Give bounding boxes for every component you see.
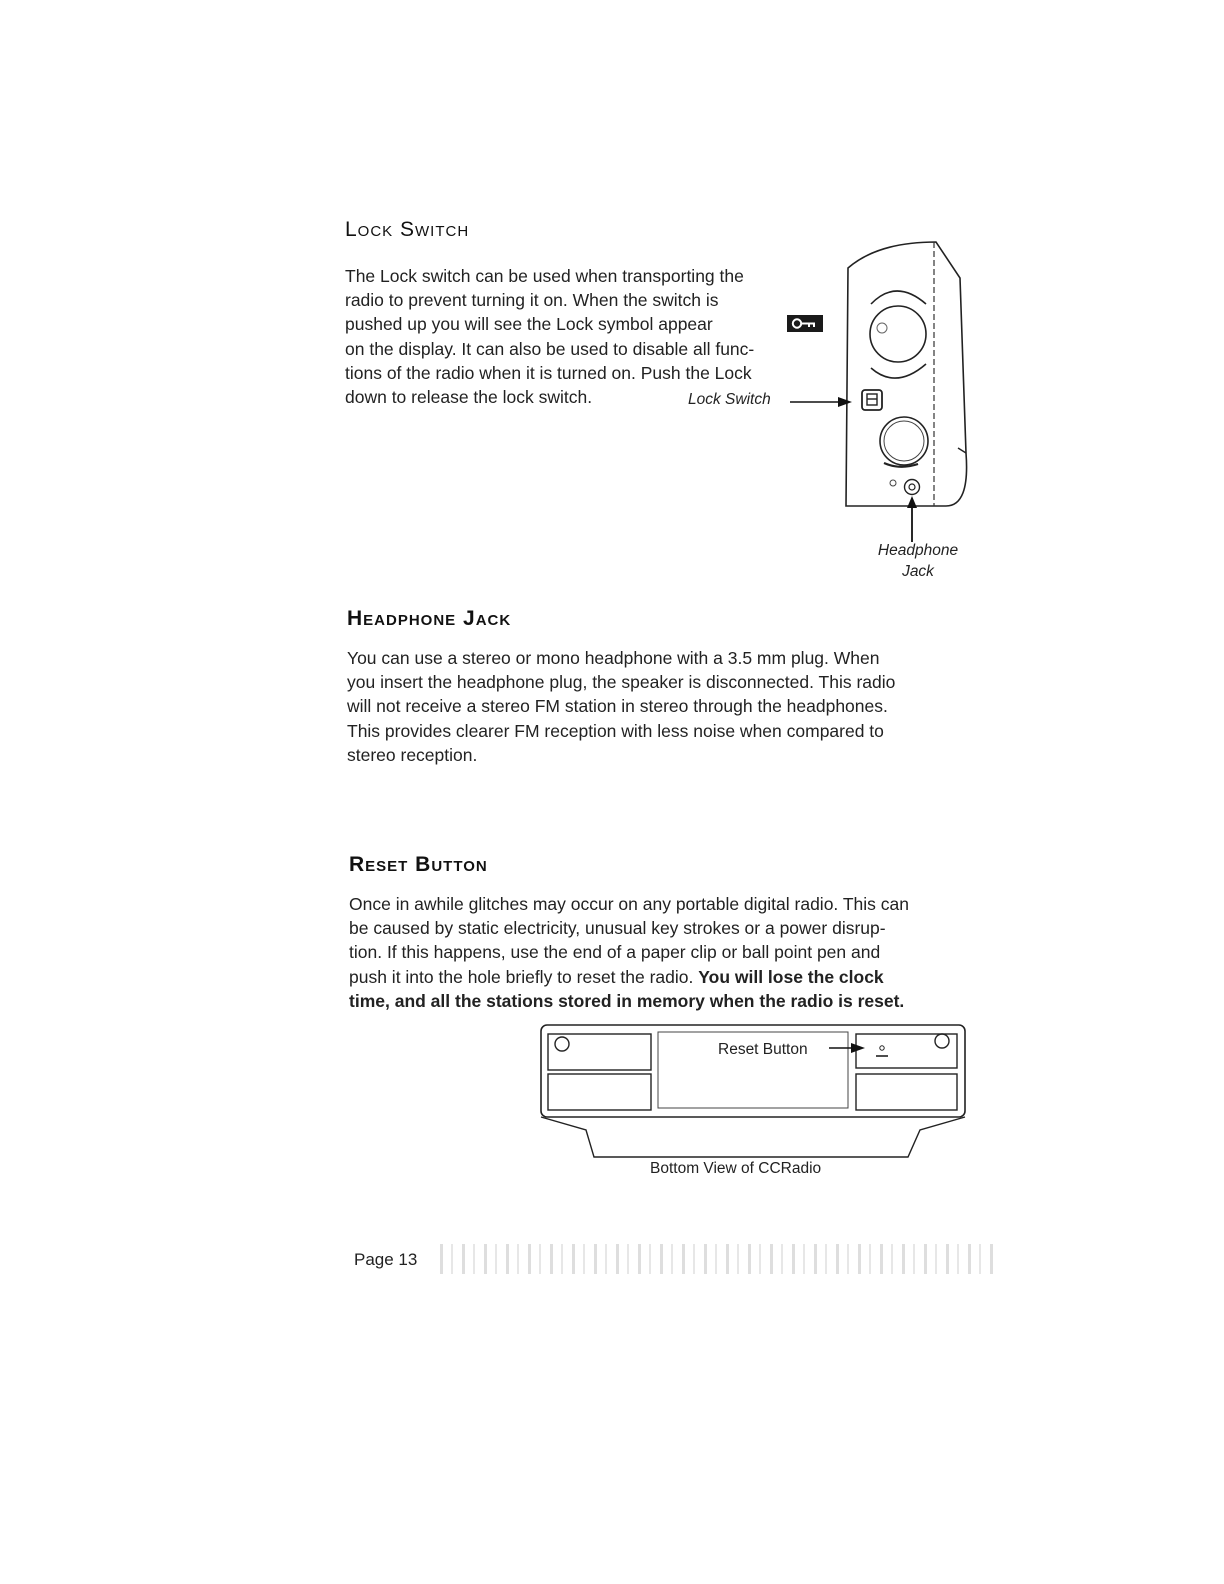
reset-button-callout: Reset Button <box>718 1041 808 1058</box>
headphone-jack-line: This provides clearer FM reception with less noise when compared to <box>347 720 884 741</box>
reset-button-arrow-icon <box>829 1042 869 1054</box>
lock-switch-line: radio to prevent turning it on. When the switch is <box>345 290 719 311</box>
reset-button-line: Once in awhile glitches may occur on any portable digital radio. This can <box>349 894 909 914</box>
lock-switch-line: down to release the lock switch. <box>345 387 593 408</box>
lock-symbol-icon <box>787 315 823 332</box>
lock-switch-heading: Lock Switch <box>345 218 470 241</box>
reset-warning-bold-line: time, and all the stations stored in memory when the radio is reset. <box>349 990 905 1011</box>
headphone-jack-heading: Headphone Jack <box>347 607 512 630</box>
headphone-jack-paragraph <box>347 646 987 767</box>
lock-switch-callout: Lock Switch <box>688 391 771 408</box>
headphone-jack-line: You can use a stereo or mono headphone with a 3.5 mm plug. When <box>347 648 880 668</box>
headphone-jack-callout: Headphone Jack <box>877 542 959 580</box>
page-number: Page 13 <box>354 1250 418 1269</box>
lock-switch-line: pushed up you will see the Lock symbol appear <box>345 312 825 336</box>
reset-button-line: be caused by static electricity, unusual key strokes or a power disrup- <box>349 918 886 939</box>
reset-button-line: push it into the hole briefly to reset the radio. You will lose the clock <box>349 966 884 987</box>
lock-switch-line: The Lock switch can be used when transporting the <box>345 266 744 286</box>
reset-warning-bold: You will lose the clock <box>698 966 884 987</box>
lock-switch-line: on the display. It can also be used to disable all func- <box>345 338 755 359</box>
reset-button-heading: Reset Button <box>349 853 488 876</box>
headphone-jack-line: will not receive a stereo FM station in stereo through the headphones. <box>347 696 888 717</box>
radio-side-view-diagram <box>838 238 978 528</box>
reset-button-line: tion. If this happens, use the end of a paper clip or ball point pen and <box>349 942 881 963</box>
lock-switch-line: tions of the radio when it is turned on. Push the Lock <box>345 362 752 383</box>
lock-switch-paragraph <box>345 264 825 409</box>
lock-switch-arrow-icon <box>790 396 860 408</box>
bottom-view-caption: Bottom View of CCRadio <box>650 1160 822 1177</box>
headphone-jack-line: stereo reception. <box>347 744 478 765</box>
headphone-jack-arrow-icon <box>905 496 919 542</box>
headphone-jack-line: you insert the headphone plug, the speaker is disconnected. This radio <box>347 672 896 693</box>
footer-scan-noise <box>440 1244 1000 1274</box>
reset-button-paragraph <box>349 892 999 1013</box>
